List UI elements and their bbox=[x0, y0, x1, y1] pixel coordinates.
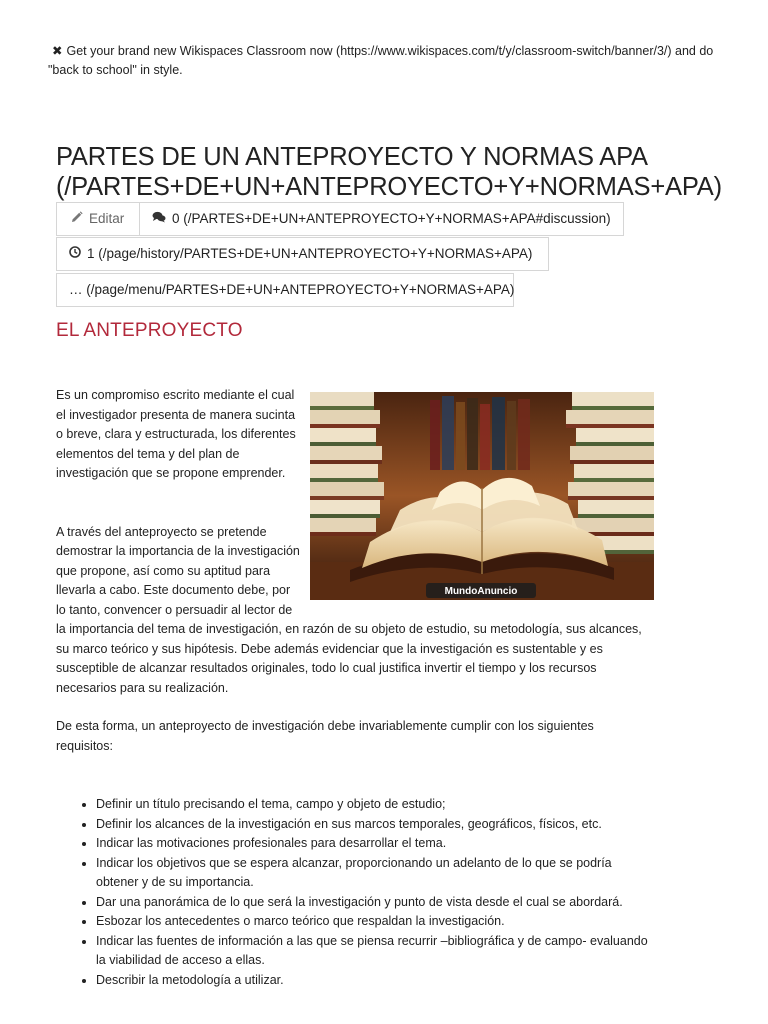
paragraph-2: A través del anteproyecto se pretende demostrar la importancia de la investigación que propone, así como su aptitud para llevarla a cabo. Este documento debe, por lo tanto, convencer o persuadir al lector de la importancia del tema de investigación, en razón de su objeto de estudio, su metodología, sus alcances, su marco teórico y sus hipótesis. Debe además evidenciar que la investigación es sustentable y es susceptible de alcanzar resultados originales, todo lo cual justifica invertir el tiempo y los recursos necesarios para su realización. bbox=[56, 524, 642, 695]
left-book-stack bbox=[310, 392, 384, 536]
clock-icon bbox=[69, 238, 81, 270]
list-item: • Indicar las fuentes de información a las que se piensa recurrir –bibliográfica y de campo- evaluando la viabilidad de acceso a ellas. bbox=[96, 932, 654, 971]
list-item: • Dar una panorámica de lo que será la investigación y punto de vista desde el cual se abordará. bbox=[96, 893, 654, 913]
intro-paragraph-start bbox=[56, 386, 654, 597]
comments-icon bbox=[152, 203, 166, 235]
discussion-button[interactable] bbox=[139, 202, 624, 236]
edit-button[interactable] bbox=[56, 202, 140, 236]
list-item: • Describir la metodología a utilizar. bbox=[96, 971, 654, 991]
menu-label: … (/page/menu/PARTES+DE+UN+ANTEPROYECTO+Y+NORMAS+APA) bbox=[69, 282, 515, 297]
page-title[interactable]: PARTES DE UN ANTEPROYECTO Y NORMAS APA (/PARTES+DE+UN+ANTEPROYECTO+Y+NORMAS+APA) bbox=[56, 143, 722, 201]
shelf-books bbox=[430, 396, 530, 470]
history-button[interactable] bbox=[56, 237, 549, 271]
list-item: • Indicar las motivaciones profesionales para desarrollar el tema. bbox=[96, 834, 654, 854]
paragraph-3: De esta forma, un anteproyecto de investigación debe invariablemente cumplir con los siguientes requisitos: bbox=[56, 719, 594, 753]
history-label: 1 (/page/history/PARTES+DE+UN+ANTEPROYECTO+Y+NORMAS+APA) bbox=[87, 246, 533, 261]
paragraph-1: Es un compromiso escrito mediante el cual el investigador presenta de manera sucinta o breve, clara y estructurada, los diferentes elementos del tema y del plan de investigación que se propone emprender. bbox=[56, 388, 296, 480]
section-heading: EL ANTEPROYECTO bbox=[56, 320, 243, 341]
pencil-icon bbox=[71, 203, 83, 235]
requirements-list bbox=[56, 795, 654, 990]
announcement-banner bbox=[48, 42, 728, 80]
edit-label: Editar bbox=[89, 211, 125, 226]
image-watermark: MundoAnuncio bbox=[444, 586, 518, 597]
discussion-label: 0 (/PARTES+DE+UN+ANTEPROYECTO+Y+NORMAS+APA#discussion) bbox=[172, 211, 611, 226]
list-item: • Definir un título precisando el tema, campo y objeto de estudio; bbox=[96, 795, 654, 815]
list-item: • Definir los alcances de la investigación en sus marcos temporales, geográficos, físicos, etc. bbox=[96, 815, 654, 835]
article-body bbox=[56, 386, 654, 990]
list-item: • Indicar los objetivos que se espera alcanzar, proporcionando un adelanto de lo que se podría obtener y de su importancia. bbox=[96, 854, 654, 893]
page-menu-button[interactable] bbox=[56, 273, 514, 307]
close-icon[interactable]: ✖ bbox=[52, 44, 63, 58]
books-image bbox=[310, 392, 654, 600]
list-item: • Esbozar los antecedentes o marco teórico que respaldan la investigación. bbox=[96, 912, 654, 932]
banner-text[interactable]: Get your brand new Wikispaces Classroom now (https://www.wikispaces.com/t/y/classroom-switch/banner/3/) and do "back to school" in style. bbox=[48, 44, 714, 77]
